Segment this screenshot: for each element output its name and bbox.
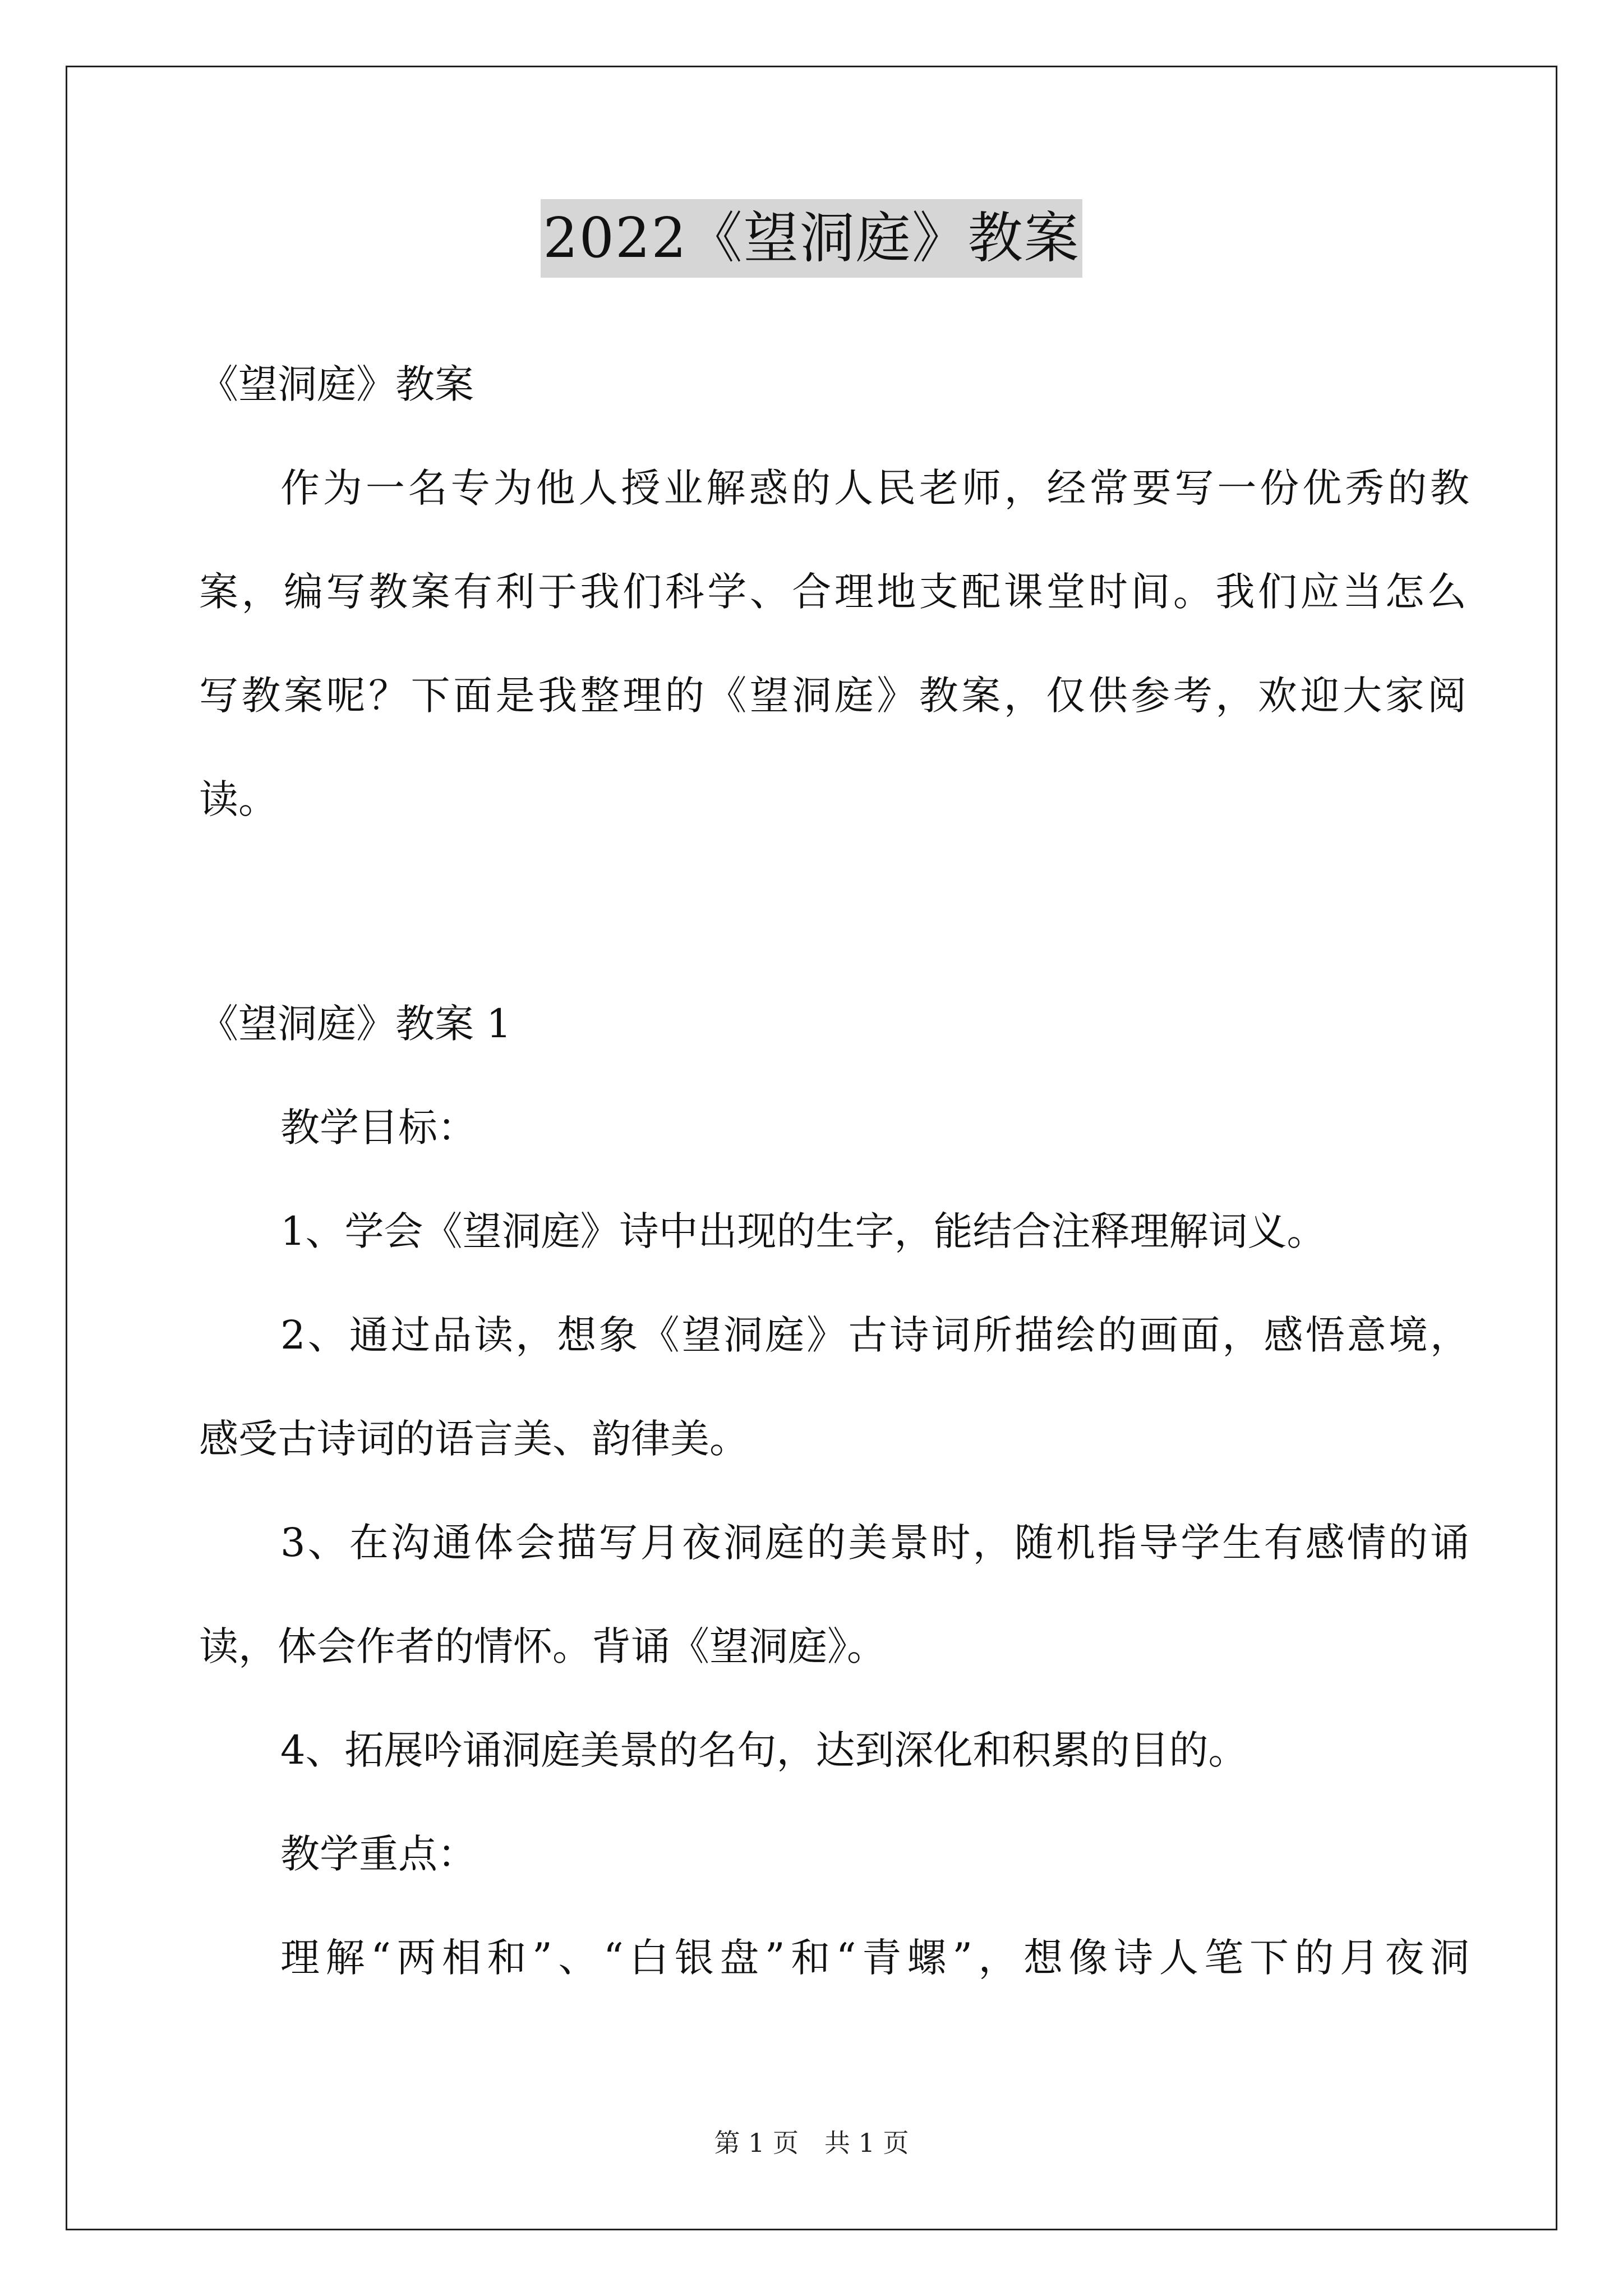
teaching-focus-label: 教学重点： xyxy=(280,1831,477,1877)
teaching-goals-label: 教学目标： xyxy=(280,1105,477,1151)
goal-item: 1、学会《望洞庭》诗中出现的生字，能结合注释理解词义。 xyxy=(280,1208,1326,1254)
subtitle-heading: 《望洞庭》教案 xyxy=(199,361,474,407)
page-footer: 第 1 页 共 1 页 xyxy=(714,2128,909,2158)
section-heading: 《望洞庭》教案 1 xyxy=(199,1001,511,1047)
goal-item-continued: 感受古诗词的语言美、韵律美。 xyxy=(199,1416,749,1462)
goal-item: 3、在沟通体会描写月夜洞庭的美景时，随机指导学生有感情的诵 xyxy=(280,1520,1469,1566)
goal-item: 2、通过品读，想象《望洞庭》古诗词所描绘的画面，感悟意境， xyxy=(280,1312,1469,1358)
intro-paragraph-line: 案，编写教案有利于我们科学、合理地支配课堂时间。我们应当怎么 xyxy=(199,569,1467,615)
intro-paragraph-line: 读。 xyxy=(199,776,278,822)
intro-paragraph-line: 作为一名专为他人授业解惑的人民老师，经常要写一份优秀的教 xyxy=(280,465,1469,511)
focus-paragraph-line: 理解“两相和”、“白银盘”和“青螺”，想像诗人笔下的月夜洞 xyxy=(280,1935,1469,1981)
document-title xyxy=(0,199,1623,278)
goal-item: 4、拓展吟诵洞庭美景的名句，达到深化和积累的目的。 xyxy=(280,1727,1248,1773)
goal-item-continued: 读，体会作者的情怀。背诵《望洞庭》。 xyxy=(199,1623,886,1669)
intro-paragraph-line: 写教案呢？下面是我整理的《望洞庭》教案，仅供参考，欢迎大家阅 xyxy=(199,673,1467,719)
title-text: 2022《望洞庭》教案 xyxy=(541,199,1082,278)
